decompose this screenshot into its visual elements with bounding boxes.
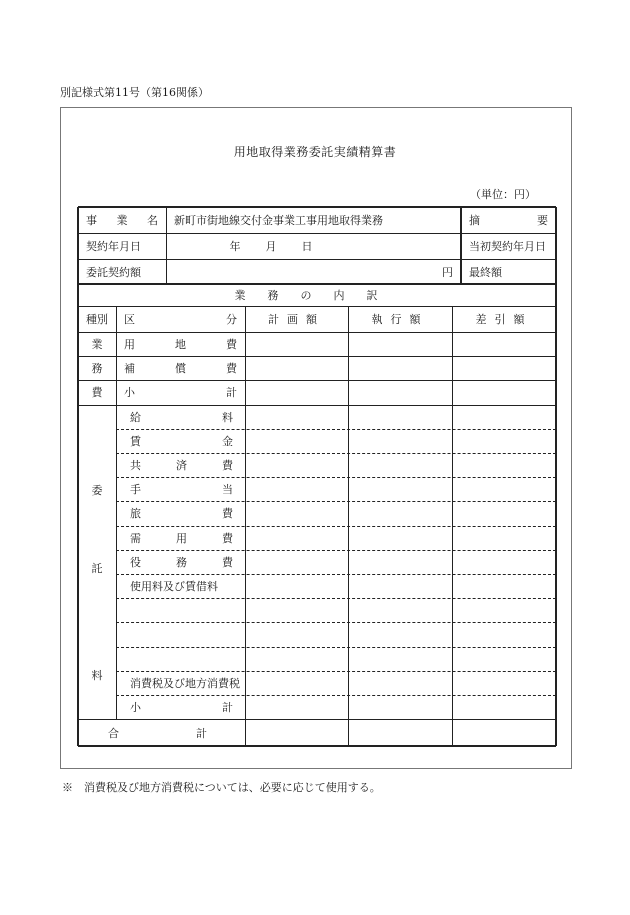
col-type: 種別	[86, 313, 108, 326]
commission-row-3: 手 当	[130, 483, 233, 497]
commission-row-11: 消費税及び地方消費税	[130, 676, 240, 690]
commission-dashed-rule	[116, 598, 556, 599]
initial-contract-date-label: 当初契約年月日	[469, 240, 546, 253]
col-executed: 執行額	[371, 313, 429, 326]
remarks-label: 摘 要	[469, 214, 548, 227]
footnote: ※ 消費税及び地方消費税については、必要に応じて使用する。	[62, 781, 381, 794]
commission-row-7: 使用料及び賃借料	[130, 580, 218, 594]
business-row-1: 補 償 費	[124, 362, 237, 376]
contract-day: 日	[301, 240, 313, 253]
col-difference: 差引額	[475, 313, 533, 326]
commission-label-char: 料	[91, 669, 103, 683]
contract-amount-label: 委託契約額	[86, 265, 141, 279]
business-row-0: 用 地 費	[124, 338, 237, 352]
business-label-char: 費	[91, 386, 103, 400]
business-row-2: 小 計	[124, 386, 237, 400]
commission-row-5: 需 用 費	[130, 531, 233, 545]
unit-note: （単位：円）	[470, 188, 536, 201]
contract-year: 年	[229, 240, 241, 253]
commission-row-0: 給 料	[130, 410, 233, 424]
breakdown-title: 業務の内訳	[234, 289, 400, 302]
commission-label-char: 託	[91, 562, 103, 576]
commission-row-4: 旅 費	[130, 507, 233, 521]
contract-month: 月	[265, 240, 277, 253]
total-label: 合 計	[108, 726, 207, 740]
project-name-label: 事 業 名	[86, 214, 158, 227]
commission-row-2: 共 済 費	[130, 459, 233, 473]
col-planned: 計画額	[268, 313, 325, 326]
commission-row-12: 小 計	[130, 701, 233, 715]
document-title: 用地取得業務委託実績精算書	[233, 145, 397, 159]
commission-dashed-rule	[116, 647, 556, 648]
commission-label-char: 委	[91, 483, 103, 497]
form-reference: 別記様式第11号（第16関係）	[60, 86, 209, 99]
business-label-char: 業	[91, 338, 103, 352]
business-label-char: 務	[91, 362, 103, 376]
col-category: 区 分	[124, 313, 237, 326]
settlement-table	[78, 207, 556, 746]
commission-row-1: 賃 金	[130, 434, 233, 448]
commission-dashed-rule	[116, 622, 556, 623]
contract-amount-yen: 円	[442, 265, 453, 279]
project-name-value: 新町市街地線交付金事業工事用地取得業務	[174, 214, 383, 227]
final-amount-label: 最終額	[469, 265, 502, 279]
commission-row-6: 役 務 費	[130, 555, 233, 569]
contract-date-label: 契約年月日	[86, 240, 141, 253]
